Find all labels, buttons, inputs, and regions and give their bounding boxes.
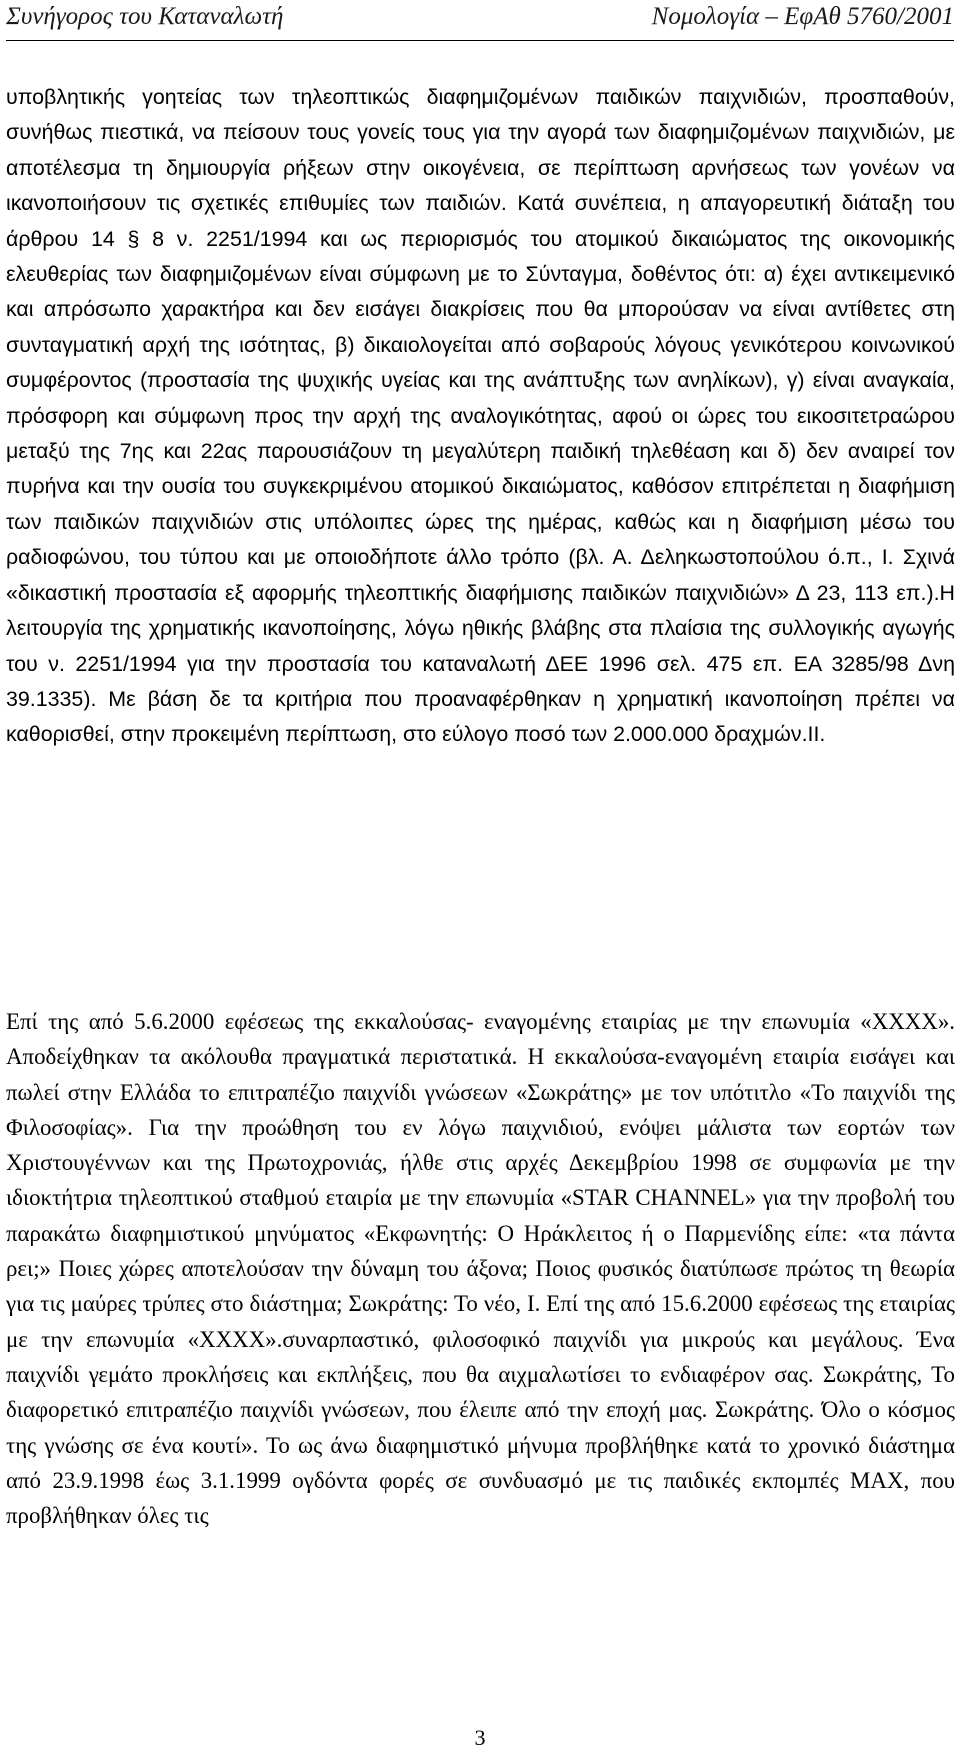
page-number: 3	[474, 1725, 486, 1750]
body-paragraph-1: υποβλητικής γοητείας των τηλεοπτικώς διαφημιζομένων παιδικών παιχνιδιών, προσπαθούν, συνήθως πιεστικά, να πείσουν τους γονείς τους για την αγορά των διαφημιζομένων παιχνιδιών, με αποτέλεσμα τη δημιουργία ρήξεων στην οικογένεια, σε περίπτωση αρνήσεως των γονέων να ικανοποιήσουν τις σχετικές επιθυμίες των παιδιών. Κατά συνέπεια, η απαγορευτική διάταξη του άρθρου 14 § 8 ν. 2251/1994 και ως περιορισμός του ατομικού δικαιώματος της οικονομικής ελευθερίας των διαφημιζομένων είναι σύμφωνη με το Σύνταγμα, δοθέντος ότι: α) έχει αντικειμενικό και απρόσωπο χαρακτήρα και δεν εισάγει διακρίσεις που θα μπορούσαν να είναι αντίθετες στη συνταγματική αρχή της ισότητας, β) δικαιολογείται από σοβαρούς λόγους γενικότερου κοινωνικού συμφέροντος (προστασία της ψυχικής υγείας και της ανάπτυξης των ανηλίκων), γ) είναι αναγκαία, πρόσφορη και σύμφωνη προς την αρχή της αναλογικότητας, αφού οι ώρες του εικοσιτετραώρου μεταξύ της 7ης και 22ας παρουσιάζουν τη μεγαλύτερη παιδική τηλεθέαση και δ) δεν αναιρεί τον πυρήνα και την ουσία του συγκεκριμένου ατομικού δικαιώματος, καθόσον επιτρέπεται η διαφήμιση των παιδικών παιχνιδιών στις υπόλοιπες ώρες της ημέρας, καθώς και η διαφήμιση μέσω του ραδιοφώνου, του τύπου και με οποιοδήποτε άλλο τρόπο (βλ. Α. Δεληκωστοπούλου ό.π., Ι. Σχινά «δικαστική προστασία εξ αφορμής τηλεοπτικής διαφήμισης παιδικών παιχνιδιών» Δ 23, 113 επ.).Η λειτουργία της χρηματικής ικανοποίησης, λόγω ηθικής βλάβης στα πλαίσια της συλλογικής αγωγής του ν. 2251/1994 για την προστασία του καταναλωτή ΔΕΕ 1996 σελ. 475 επ. ΕΑ 3285/98 Δνη 39.1335). Με βάση δε τα κριτήρια που προαναφέρθηκαν η χρηματική ικανοποίηση πρέπει να καθορισθεί, στην προκειμένη περίπτωση, στο εύλογο ποσό των 2.000.000 δραχμών.ΙΙ.	[6, 85, 955, 747]
header-citation: Νομολογία – ΕφΑθ 5760/2001	[651, 3, 954, 30]
page-header	[6, 0, 954, 41]
body-paragraph-2: Επί της από 5.6.2000 εφέσεως της εκκαλούσας- εναγομένης εταιρίας με την επωνυμία «ΧΧΧΧ». Αποδείχθηκαν τα ακόλουθα πραγματικά περιστατικά. Η εκκαλούσα-εναγομένη εταιρία εισάγει και πωλεί στην Ελλάδα το επιτραπέζιο παιχνίδι γνώσεων «Σωκράτης» με τον υπότιτλο «Το παιχνίδι της Φιλοσοφίας». Για την προώθηση του εν λόγω παιχνιδιού, ενόψει μάλιστα των εορτών των Χριστουγέννων και της Πρωτοχρονιάς, ήλθε στις αρχές Δεκεμβρίου 1998 σε συμφωνία με την ιδιοκτήτρια τηλεοπτικού σταθμού εταιρία με την επωνυμία «STAR CHANNEL» για την προβολή του παρακάτω διαφημιστικού μηνύματος «Εκφωνητής: Ο Ηράκλειτος ή ο Παρμενίδης είπε: «τα πάντα ρει;» Ποιες χώρες αποτελούσαν την δύναμη του άξονα; Ποιος φυσικός διατύπωσε πρώτος τη θεωρία για τις μαύρες τρύπες στο διάστημα; Σωκράτης: Το νέο, Ι. Επί της από 15.6.2000 εφέσεως της εταιρίας με την επωνυμία «ΧΧΧΧ».συναρπαστικό, φιλοσοφικό παιχνίδι για μικρούς και μεγάλους. Ένα παιχνίδι γεμάτο προκλήσεις και εκπλήξεις, που θα αιχμαλωτίσει το ενδιαφέρον σας. Σωκράτης, Το διαφορετικό επιτραπέζιο παιχνίδι γνώσεων, που έλειπε από την εποχή μας. Σωκράτης. Όλο ο κόσμος της γνώσης σε ένα κουτί». Το ως άνω διαφημιστικό μήνυμα προβλήθηκε κατά το χρονικό διάστημα από 23.9.1998 έως 3.1.1999 ογδόντα φορές σε συνδυασμό με τις παιδικές εκπομπές ΜΑΧ, που προβλήθηκαν όλες τις	[6, 1009, 955, 1529]
header-title: Συνήγορος του Καταναλωτή	[6, 3, 284, 30]
